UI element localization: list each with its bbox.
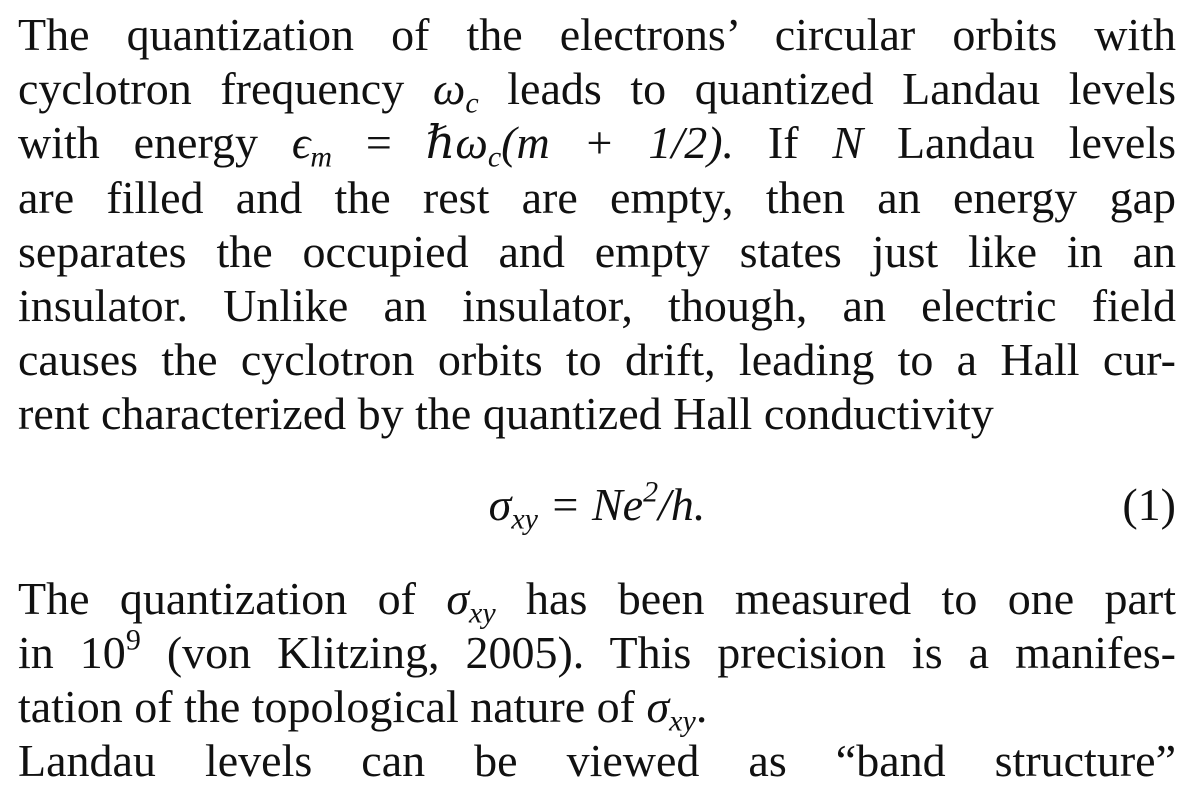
math-sigma bbox=[488, 478, 538, 535]
paragraph2-line2 bbox=[18, 623, 1177, 680]
math-symbol: σ bbox=[446, 572, 470, 624]
text: cyclotron frequency bbox=[18, 63, 405, 115]
paragraph2-line1 bbox=[18, 572, 1176, 629]
math-omega bbox=[432, 63, 479, 120]
equation-number: (1) bbox=[1122, 478, 1176, 530]
text: The quantization of bbox=[18, 572, 416, 624]
paragraph1-line1: The quantization of the electrons’ circular orbits with bbox=[18, 9, 1176, 60]
math-symbol: ℏω bbox=[425, 117, 488, 169]
text bbox=[18, 623, 141, 678]
equation-body bbox=[18, 468, 1176, 542]
display-equation bbox=[18, 468, 1176, 542]
text: tation of the topological nature of bbox=[18, 680, 635, 732]
math-hbar-omega bbox=[425, 117, 735, 174]
math-subscript: m bbox=[310, 140, 333, 174]
paragraph1-line2 bbox=[18, 62, 1177, 120]
math-subscript: xy bbox=[669, 704, 696, 738]
paragraph1-line5: separates the occupied and empty states just like in an bbox=[18, 225, 1176, 277]
math-symbol: σ bbox=[646, 680, 670, 732]
math-epsilon bbox=[291, 117, 333, 174]
cut-off-line: Landau levels can be viewed as “band structure” bbox=[18, 735, 1176, 786]
math-superscript: 9 bbox=[125, 623, 141, 657]
text-part: in 10 bbox=[18, 626, 126, 678]
text: If bbox=[767, 117, 799, 169]
text: leads to quantized Landau levels bbox=[507, 63, 1177, 115]
math-symbol: ω bbox=[432, 63, 466, 115]
math-subscript: c bbox=[487, 140, 502, 174]
math-symbol: ϵ bbox=[291, 117, 311, 169]
paragraph1-line6: insulator. Unlike an insulator, though, an electric field bbox=[18, 279, 1176, 331]
paragraph1-line7: causes the cyclotron orbits to drift, leading to a Hall cur- bbox=[18, 334, 1176, 386]
math-rhs-a: = Ne bbox=[549, 478, 644, 530]
math-sigma-xy bbox=[646, 680, 696, 738]
text: . bbox=[695, 680, 708, 732]
math-rhs bbox=[549, 474, 706, 530]
math-subscript: xy bbox=[469, 595, 496, 629]
math-N: N bbox=[832, 117, 864, 169]
text: Landau levels bbox=[896, 117, 1177, 169]
text: (von Klitzing, 2005). This precision is a manifes- bbox=[166, 626, 1177, 678]
text-body bbox=[18, 8, 1177, 738]
text: with energy bbox=[18, 117, 258, 169]
math-subscript: c bbox=[465, 86, 479, 120]
text: has been measured to one part bbox=[526, 572, 1176, 624]
math-equals: = bbox=[365, 117, 392, 169]
math-subscript: xy bbox=[511, 501, 538, 535]
math-superscript: 2 bbox=[643, 474, 659, 508]
paragraph1-line8: rent characterized by the quantized Hall conductivity bbox=[18, 388, 994, 440]
paragraph1-line3 bbox=[18, 116, 1177, 174]
math-rhs-b: /h. bbox=[658, 478, 706, 530]
math-expression: (m + 1/2). bbox=[501, 117, 735, 169]
math-symbol: σ bbox=[488, 478, 512, 530]
math-sigma-xy bbox=[446, 572, 496, 629]
paragraph1-line4: are filled and the rest are empty, then an energy gap bbox=[18, 171, 1176, 223]
paragraph2-line3 bbox=[18, 680, 1176, 738]
